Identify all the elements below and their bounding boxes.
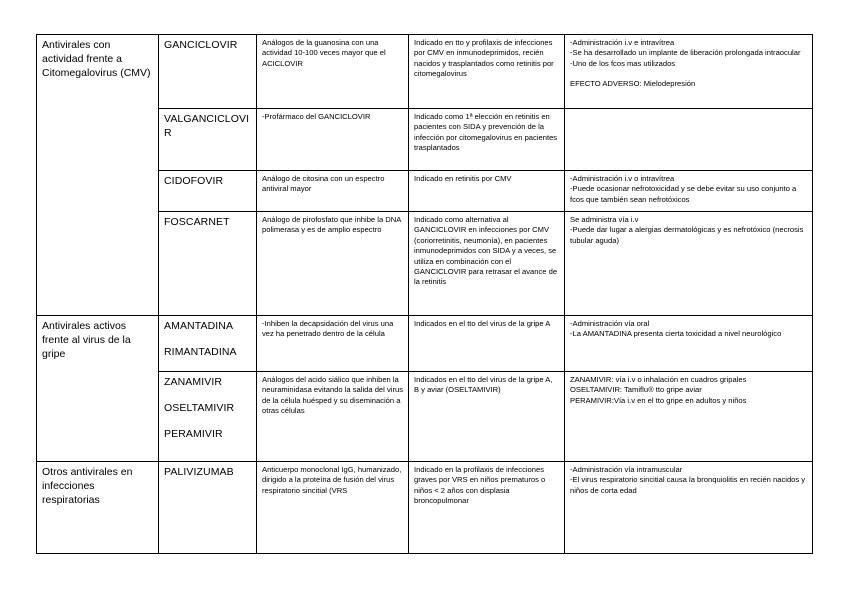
drug-name: RIMANTADINA [164,346,237,358]
notes-cell [565,35,813,109]
drug-name: VALGANCICLOVIR [164,113,250,139]
indication-cell: Indicado como 1ª elección en retinitis en pacientes con SIDA y prevención de la infección por citomegalovirus en pacientes trasplantados [409,109,565,171]
note-line: -El virus respiratorio sincitial causa la bronquiolitis en recién nacidos y niños de corta edad [570,475,806,495]
note-line: -Puede ocasionar nefrotoxicidad y se debe evitar su uso conjunto a fcos que también sean nefrotóxicos [570,184,797,204]
drug-name: ZANAMIVIR [164,376,223,388]
drug-name: CIDOFOVIR [164,175,224,187]
drug-name: FOSCARNET [164,216,230,228]
note-line: -Administración vía intramuscular [570,465,683,474]
adverse-effect-note: EFECTO ADVERSO: Mielodepresión [570,79,696,89]
drug-cell [159,212,257,316]
mechanism-cell: Análogos de la guanosina con una actividad 10-100 veces mayor que el ACICLOVIR [257,35,409,109]
drug-name: PERAMIVIR [164,428,223,440]
mechanism-cell: -Inhiben la decapsidación del virus una vez ha penetrado dentro de la célula [257,316,409,372]
indication-cell: Indicado en tto y profilaxis de infecciones por CMV en inmunodeprimidos, recién nacidos y trasplantados como retinitis por citomegalovirus [409,35,565,109]
drug-name: OSELTAMIVIR [164,402,235,414]
drug-cell [159,462,257,554]
drug-name: GANCICLOVIR [164,39,238,51]
mechanism-cell: Anticuerpo monoclonal IgG, humanizado, dirigido a la proteína de fusión del virus respiratorio sincitial (VRS [257,462,409,554]
mechanism-cell: Análogo de pirofosfato que inhibe la DNA polimerasa y es de amplio espectro [257,212,409,316]
table-row [37,316,813,372]
note-line: -Administración i.v o intravítrea [570,174,675,183]
indication-cell: Indicado en la profilaxis de infecciones graves por VRS en niños prematuros o niños < 2 años con displasia broncopulmonar [409,462,565,554]
notes-cell [565,316,813,372]
note-line: -Se ha desarrollado un implante de liberación prolongada intraocular [570,48,801,58]
group-label: Antivirales activos frente al virus de la gripe [42,320,131,360]
drug-cell [159,35,257,109]
drug-cell [159,372,257,462]
notes-cell [565,372,813,462]
notes-cell [565,171,813,212]
group-cell [37,35,159,316]
table-row [37,462,813,554]
note-line: -Administración vía oral [570,319,650,328]
group-label: Antivirales con actividad frente a Citomegalovirus (CMV) [42,39,151,79]
group-cell [37,316,159,462]
group-cell [37,462,159,554]
indication-cell: Indicado como alternativa al GANCICLOVIR en infecciones por CMV (coriorretinitis, neumonía), en pacientes inmunodeprimidos con SIDA y a veces, se utiliza en combinación con el GANCICLOVIR para retrasar el avance de la retinitis [409,212,565,316]
drug-name: PALIVIZUMAB [164,466,234,478]
note-line: ZANAMIVIR: vía i.v o inhalación en cuadros gripales [570,375,747,384]
notes-cell [565,462,813,554]
mechanism-cell: Análogo de citosina con un espectro antiviral mayor [257,171,409,212]
indication-cell: Indicados en el tto del virus de la gripe A [409,316,565,372]
note-line: -Administración i.v e intravítrea [570,38,675,47]
mechanism-cell: Análogos del acido siálico que inhiben la neuraminidasa evitando la salida del virus de la célula huésped y su diseminación a otras células [257,372,409,462]
table-row [37,35,813,109]
note-line: -La AMANTADINA presenta cierta toxicidad a nivel neurológico [570,329,782,339]
note-line: PERAMIVIR:Vía i.v en el tto gripe en adultos y niños [570,395,747,405]
indication-cell: Indicados en el tto del virus de la gripe A, B y aviar (OSELTAMIVIR) [409,372,565,462]
antiviral-table [36,34,813,554]
note-line: OSELTAMIVIR: Tamiflu® tto gripe aviar [570,385,702,395]
group-label: Otros antivirales en infecciones respiratorias [42,466,133,506]
drug-cell [159,171,257,212]
drug-cell [159,109,257,171]
notes-cell [565,109,813,171]
drug-cell [159,316,257,372]
mechanism-cell: -Profármaco del GANCICLOVIR [257,109,409,171]
note-line: -Uno de los fcos mas utilizados [570,58,676,68]
note-line: Se administra vía i.v [570,215,639,224]
note-line: -Puede dar lugar a alergias dermatológicas y es nefrotóxico (necrosis tubular aguda) [570,225,804,245]
drug-name: AMANTADINA [164,320,234,332]
indication-cell: Indicado en retinitis por CMV [409,171,565,212]
notes-cell [565,212,813,316]
